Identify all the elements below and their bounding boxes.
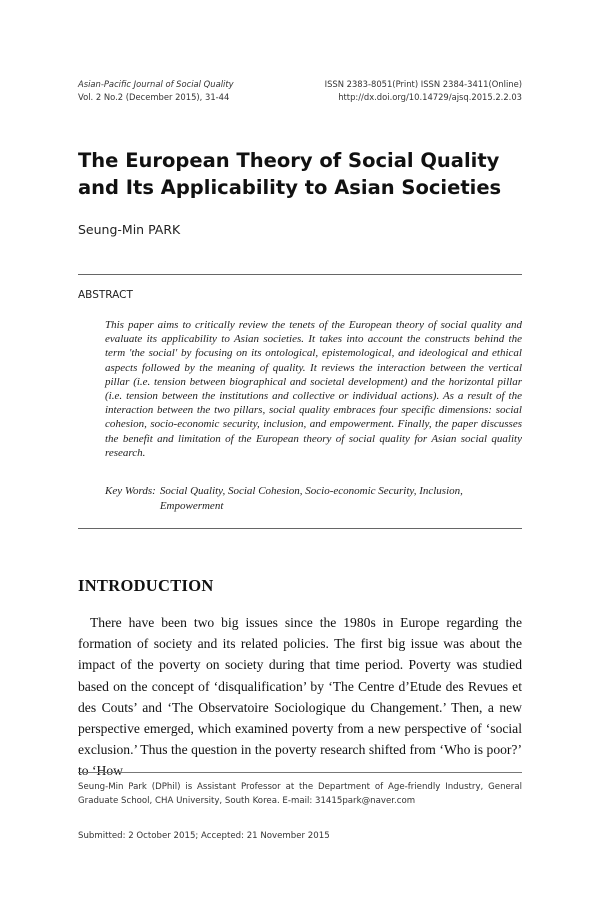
submission-dates: Submitted: 2 October 2015; Accepted: 21 November 2015	[78, 831, 330, 841]
introduction-heading: INTRODUCTION	[78, 576, 214, 595]
journal-header	[78, 78, 234, 104]
keywords-list: Social Quality, Social Cohesion, Socio-economic Security, Inclusion, Empowerment	[159, 485, 463, 512]
introduction-text: There have been two big issues since the 1980s in Europe regarding the formation of society and its related policies. The first big issue was about the impact of the poverty on society during that time period. Poverty was studied based on the concept of ‘disqualification’ by ‘The Centre d’Etude des Revues et des Couts’ and ‘The Observatoire Sociologique du Changement.’ Then, a new perspective emerged, which examined poverty from a new perspective of ‘social exclusion.’ Thus the question in the poverty research shifted from ‘Who is poor?’ to ‘How	[78, 615, 522, 779]
issn-info: ISSN 2383-8051(Print) ISSN 2384-3411(Online)	[324, 79, 522, 89]
abstract-heading: ABSTRACT	[78, 289, 133, 301]
keywords	[105, 484, 522, 514]
keywords-label: Key Words:	[105, 485, 156, 497]
footnote-rule	[78, 772, 522, 773]
abstract-text: This paper aims to critically review the tenets of the European theory of social quality and evaluate its applicability to Asian societies. It takes into account the constructs behind the term 'the social' by focusing on its ontological, epistemological, and ideological and ethical aspects followed by the meaning of quality. It reviews the interaction between the vertical pillar (i.e. tension between biographical and societal development) and the horizontal pillar (i.e. tension between the institutions and collective or individual actions). As a result of the interaction between the two pillars, social quality embraces four specific dimensions: social cohesion, socio-economic security, inclusion, and empowerment. Finally, the paper discusses the benefit and limitation of the European theory of social quality for Asian social quality research.	[105, 319, 522, 459]
doi-link[interactable]: http://dx.doi.org/10.14729/ajsq.2015.2.2.03	[338, 92, 522, 102]
author-footnote: Seung-Min Park (DPhil) is Assistant Professor at the Department of Age-friendly Industry, General Graduate School, CHA University, South Korea. E-mail: 31415park@naver.com	[78, 782, 522, 806]
abstract-bottom-rule	[78, 528, 522, 529]
journal-name: Asian-Pacific Journal of Social Quality	[78, 79, 234, 89]
article-title: The European Theory of Social Quality and Its Applicability to Asian Societies	[78, 149, 502, 199]
abstract-top-rule	[78, 274, 522, 275]
author-name: Seung-Min PARK	[78, 222, 181, 237]
volume-info: Vol. 2 No.2 (December 2015), 31-44	[78, 92, 230, 102]
issn-header	[325, 78, 522, 104]
